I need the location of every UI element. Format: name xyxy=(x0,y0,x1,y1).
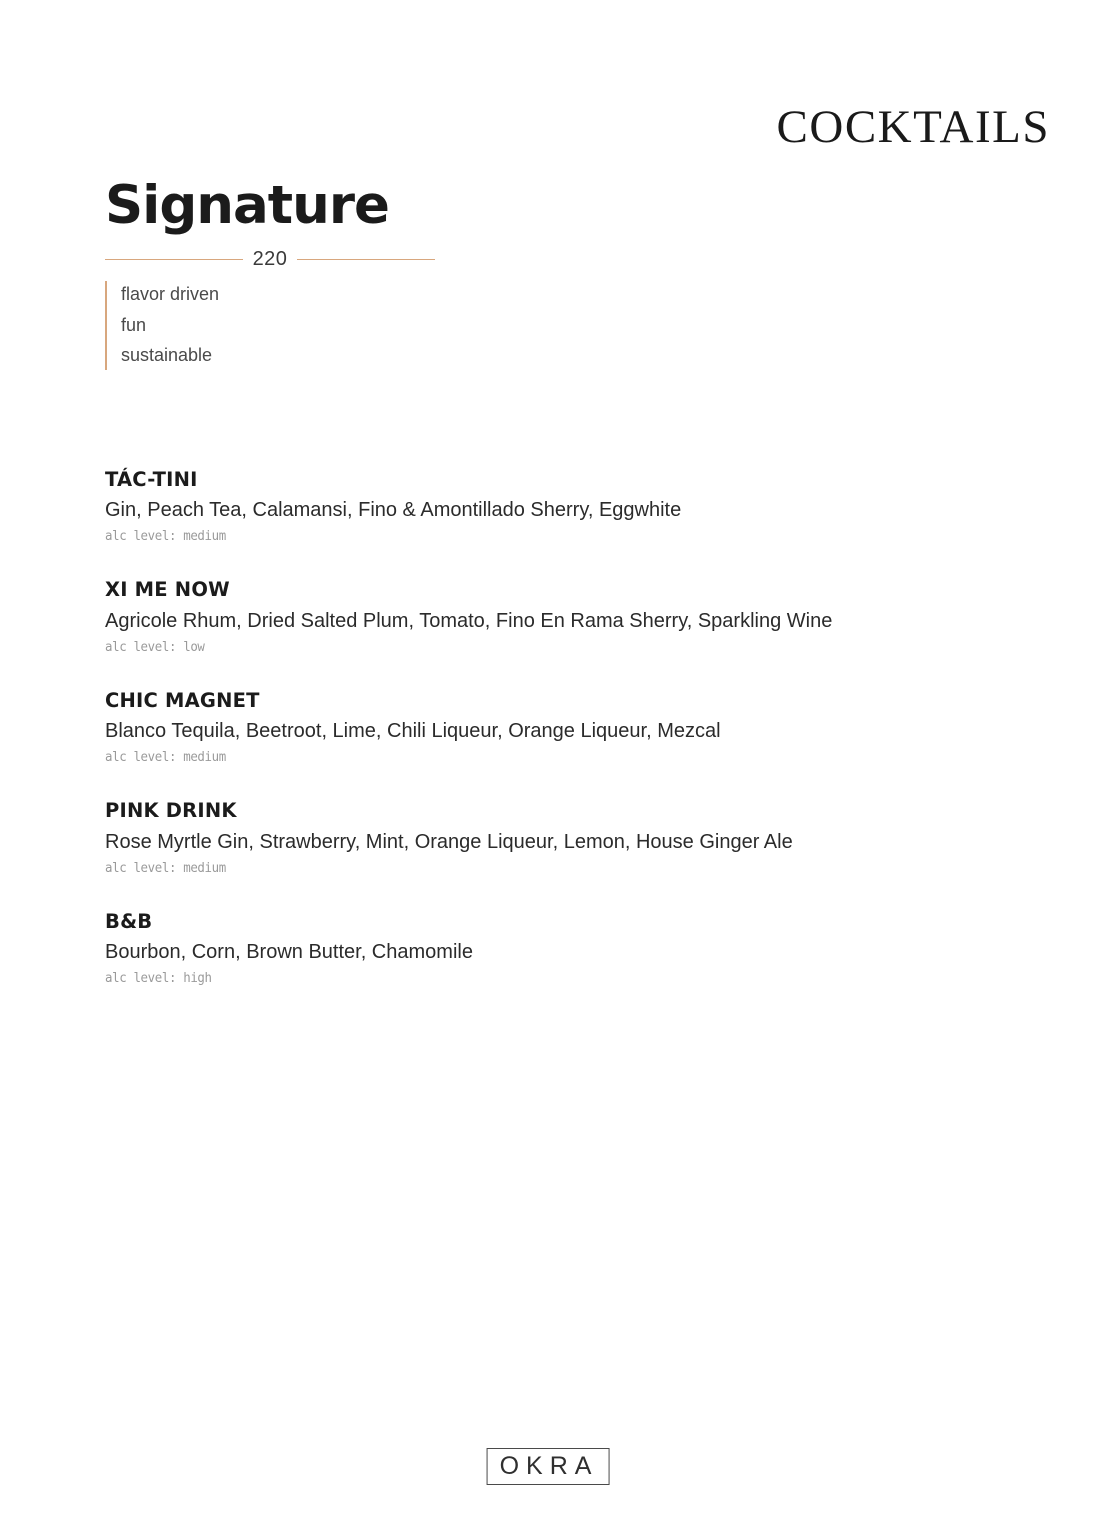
list-item xyxy=(105,689,1005,765)
drink-alc-level: alc level: high xyxy=(105,969,212,986)
drink-ingredients: Gin, Peach Tea, Calamansi, Fino & Amontillado Sherry, Eggwhite xyxy=(105,499,682,522)
divider-left xyxy=(105,259,243,260)
drink-ingredients: Agricole Rhum, Dried Salted Plum, Tomato, Fino En Rama Sherry, Sparkling Wine xyxy=(105,609,833,632)
brand-logo: OKRA xyxy=(487,1448,610,1485)
drink-name: TÁC-TINI xyxy=(105,468,198,491)
list-item xyxy=(105,468,1005,544)
page-title: Signature xyxy=(105,175,389,236)
drink-alc-level: alc level: low xyxy=(105,638,205,655)
list-item: flavor driven xyxy=(121,283,220,304)
drink-alc-level: alc level: medium xyxy=(105,528,226,545)
drink-name: B&B xyxy=(105,909,153,933)
list-item xyxy=(105,799,1005,875)
list-item xyxy=(105,578,1005,654)
drink-ingredients: Rose Myrtle Gin, Strawberry, Mint, Orange Liqueur, Lemon, House Ginger Ale xyxy=(105,830,793,853)
price-row xyxy=(105,248,435,271)
list-item xyxy=(105,910,1005,986)
price-value: 220 xyxy=(252,247,288,270)
drink-alc-level: alc level: medium xyxy=(105,859,226,876)
list-item: sustainable xyxy=(121,345,213,366)
list-item: fun xyxy=(121,314,147,335)
drink-name: XI ME NOW xyxy=(105,578,230,602)
drink-alc-level: alc level: medium xyxy=(105,749,226,766)
descriptor-list xyxy=(105,281,525,371)
drink-list xyxy=(105,468,1005,986)
page-section-title: COCKTAILS xyxy=(776,101,1050,153)
drink-ingredients: Blanco Tequila, Beetroot, Lime, Chili Liqueur, Orange Liqueur, Mezcal xyxy=(105,720,721,743)
signature-header-block xyxy=(105,175,525,370)
divider-right xyxy=(297,259,435,260)
drink-name: PINK DRINK xyxy=(105,799,237,823)
drink-ingredients: Bourbon, Corn, Brown Butter, Chamomile xyxy=(105,940,473,963)
drink-name: CHIC MAGNET xyxy=(105,688,260,712)
